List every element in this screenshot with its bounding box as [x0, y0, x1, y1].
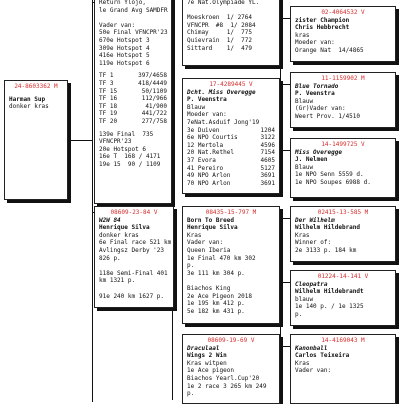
ancestor-breeder: Wilhelm Hildebrand: [295, 224, 361, 232]
result-line: Biachos Yearl.Cup'20: [187, 374, 260, 382]
draculaal-card[interactable]: [182, 334, 280, 404]
connector-ancestor: [280, 346, 290, 347]
result-row: TF 3 418/4449: [99, 79, 167, 87]
drac-color: Kras witpen: [187, 359, 227, 367]
result-line: 19e 15 90 / 1109: [99, 160, 161, 168]
dam-ring: 17-4289445 V: [209, 81, 253, 88]
result-line: Sittard 1/ 479: [187, 44, 253, 52]
result-row: TF 16 112/966: [99, 95, 167, 103]
connector-ancestor: [280, 84, 290, 85]
result-line: [187, 7, 275, 15]
sire-card[interactable]: [94, 206, 174, 308]
result-line: p.: [295, 310, 303, 318]
result-row: 49 NPO Arlon 3691: [187, 172, 275, 180]
ancestor-breeder: Wilhelm Hildebrandt: [295, 288, 364, 296]
ancestor-ring: 11-1159902 M: [321, 75, 365, 82]
result-line: 309e Hotspot 4: [99, 44, 150, 52]
result-line: Winner of:: [295, 239, 332, 247]
result-line: 6e Final race 521 km: [99, 239, 172, 247]
result-line: [99, 262, 169, 270]
result-line: 2e 3133 p. 184 km: [295, 246, 357, 254]
born-to-breed-card[interactable]: [182, 206, 280, 324]
result-line: 119e Hotspot 6: [99, 59, 150, 67]
result-row: TF 1 397/4658: [99, 72, 167, 80]
subject-name: Harman Sup: [9, 95, 46, 103]
result-line: 20e Hotspot 6: [99, 145, 146, 153]
result-line: Orange Nat 14/4865: [295, 46, 364, 54]
btb-breeder: Henrique Silva: [187, 224, 238, 232]
connector-ancestor: [280, 18, 290, 19]
result-line: 826 p.: [99, 254, 121, 262]
result-line: Moeder van:: [295, 39, 335, 47]
result-line: km 1321 p.: [99, 277, 136, 285]
ancestor-name: Der Wilhelm: [295, 216, 335, 224]
result-line: Blauw: [295, 163, 314, 171]
result-line: 139e Final 735: [99, 130, 154, 138]
result-row: 3e Duiven 1204: [187, 126, 275, 134]
sire-ring: 08609-23-84 V: [110, 209, 158, 216]
connector-ancestor: [280, 282, 290, 283]
result-line: 91e 240 km 1627 p.: [99, 292, 165, 300]
dam-breeder: P. Veenstra: [187, 96, 227, 104]
ancestor-card[interactable]: [290, 334, 396, 404]
result-line: blauw: [295, 295, 314, 303]
result-line: 118e Semi-Final 401: [99, 269, 168, 277]
result-line: 1e NPO Senn 5559 d.: [295, 171, 364, 179]
ancestor-name: zister Champion: [295, 16, 350, 24]
result-row: TF 15 50/1109: [99, 87, 167, 95]
result-line: Vader van:: [187, 239, 224, 247]
result-line: 7e Nat.Olympiade YL.: [187, 0, 260, 6]
ancestor-name: Kanonball: [295, 344, 328, 352]
dam-color: Blauw: [187, 103, 206, 111]
result-line: Queen Iberia: [187, 246, 231, 254]
result-line: 3e 111 km 304 p.: [187, 269, 245, 277]
ancestor-ring: 14-1499725 V: [321, 141, 365, 148]
result-row: 41 Pereiro 5127: [187, 164, 275, 172]
ancestor-breeder: Chris Hebbrecht: [295, 24, 350, 32]
result-line: (Gr)Vader van:: [295, 105, 346, 113]
result-line: 1e NPO Soupes 6988 d.: [295, 178, 371, 186]
result-line: Weert Prov. 1/4510: [295, 112, 361, 120]
sire-name: W2W 84: [99, 216, 121, 224]
result-line: [187, 277, 275, 285]
ancestor-name: Blue Tornado: [295, 82, 339, 90]
connector-mid-vertical-1: [172, 0, 173, 170]
btb-ring: 08435-15-797 M: [205, 209, 257, 216]
result-row: 20 Nat.Rethel 7154: [187, 149, 275, 157]
result-line: Chimay 1/ 775: [187, 29, 253, 37]
result-row: 37 Evora 4605: [187, 156, 275, 164]
top-mid-card[interactable]: [182, 0, 280, 66]
result-line: 670e Hotspot 3: [99, 36, 150, 44]
result-row: TF 20 277/758: [99, 117, 167, 125]
result-line: kras: [295, 31, 310, 39]
result-line: 1e Ace pigeon: [187, 367, 234, 375]
connector-main-vertical: [92, 0, 93, 402]
dam-card[interactable]: [182, 78, 280, 194]
ancestor-ring: 02415-13-585 M: [317, 209, 369, 216]
ancestor-card[interactable]: [290, 72, 396, 128]
result-line: Kras: [295, 359, 310, 367]
result-line: 1e 140 p. / 1e 1325: [295, 303, 364, 311]
ancestor-ring: 14-4169043 M: [321, 337, 365, 344]
result-line: le Grand Avg SAMDFR: [99, 6, 168, 14]
result-line: Biachos King: [187, 284, 231, 292]
ancestor-ring: 01224-14-141 V: [317, 273, 369, 280]
result-line: Vader van:: [295, 367, 332, 375]
result-line: 5e 182 km 431 p.: [187, 307, 245, 315]
result-line: Blauw: [295, 97, 314, 105]
ancestor-name: Cleopatra: [295, 280, 328, 288]
ancestor-card[interactable]: [290, 206, 396, 262]
result-line: 7eNat.Asduif Jong'19: [187, 118, 260, 126]
result-line: VFNCPR #8 1/ 2084: [187, 21, 256, 29]
ancestor-breeder: Carlos Teixeira: [295, 352, 350, 360]
drac-breeder: Wings 2 Win: [187, 352, 227, 360]
result-line: 1e 195 km 412 p.: [187, 300, 245, 308]
result-line: 416e Hotspot 5: [99, 52, 150, 60]
subject-color: donker kras: [9, 103, 49, 111]
result-row: TF 18 41/900: [99, 102, 167, 110]
result-line: 2e Ace Pigeon 2018: [187, 292, 253, 300]
sire-color: donker kras: [99, 231, 139, 239]
drac-ring: 08609-19-69 V: [207, 337, 255, 344]
result-line: 1e 2 race 3 265 km 249: [187, 382, 267, 390]
result-line: 1e Final 470 km 302: [187, 254, 256, 262]
connector-ancestor: [280, 218, 290, 219]
connector-right-vertical-1: [280, 0, 281, 190]
btb-name: Born To Breed: [187, 216, 234, 224]
subject-ring: 24-8603362 M: [14, 83, 58, 90]
ancestor-card[interactable]: [290, 270, 396, 326]
result-line: p.: [187, 390, 195, 398]
ancestor-card[interactable]: [290, 138, 396, 198]
connector-right-vertical-2: [280, 212, 281, 400]
result-line: VFNCPR'23: [99, 138, 132, 146]
result-row: TF 19 441/722: [99, 110, 167, 118]
result-line: p.: [187, 262, 195, 270]
drac-name: Draculaal: [187, 344, 220, 352]
top-left-card[interactable]: [94, 0, 172, 204]
ancestor-breeder: P. Veenstra: [295, 90, 335, 98]
ancestor-ring: 02-4064532 V: [321, 9, 365, 16]
result-line: Moeskroen 1/ 2764: [187, 14, 253, 22]
subject-card[interactable]: [4, 80, 68, 200]
result-row: 70 NPO Arlon 3691: [187, 179, 275, 187]
result-line: 16e T 168 / 4171: [99, 153, 161, 161]
result-line: 50e Final VFNCPR'23: [99, 29, 168, 37]
result-line: Vader van:: [99, 21, 136, 29]
result-row: 6e NPO Courtis 3122: [187, 134, 275, 142]
sire-breeder: Henrique Silva: [99, 224, 150, 232]
result-line: Avlingsz Derby '23: [99, 246, 165, 254]
ancestor-breeder: J. Nelmen: [295, 156, 328, 164]
connector-ancestor: [280, 150, 290, 151]
dam-name: Dcht. Miss Overegge: [187, 88, 256, 96]
ancestor-card[interactable]: [290, 6, 396, 62]
result-line: [99, 14, 167, 22]
connector-subject: [68, 140, 92, 141]
result-line: Quievrain 1/ 772: [187, 36, 253, 44]
ancestor-name: Miss Overegge: [295, 148, 342, 156]
result-row: 12 Mertola 4596: [187, 141, 275, 149]
result-line: Kras: [295, 231, 310, 239]
btb-color: Kras: [187, 231, 202, 239]
result-line: [99, 285, 169, 293]
result-line: Return Ylojo,: [99, 0, 146, 6]
result-line: Moeder van:: [187, 111, 227, 119]
